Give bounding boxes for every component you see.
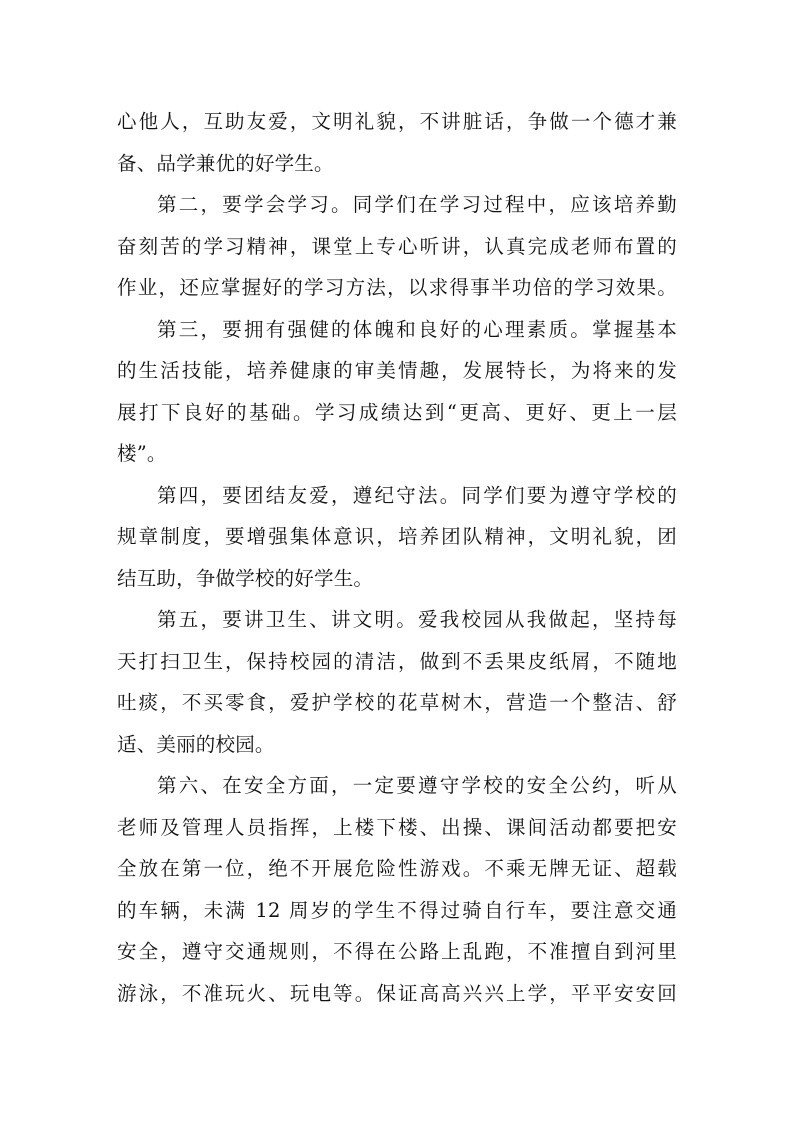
text-line: 的车辆，未满 12 周岁的学生不得过骑自行车，要注意交通: [117, 898, 677, 922]
text-line: 楼”。: [117, 442, 167, 465]
text-line: 适、美丽的校园。: [117, 732, 275, 756]
text-line: 备、品学兼优的好学生。: [117, 151, 334, 175]
text-line: 安全，遵守交通规则，不得在公路上乱跑，不准擅自到河里: [117, 940, 677, 963]
paragraph-start-line: 第二，要学会学习。同学们在学习过程中，应该培养勤: [157, 193, 677, 216]
document-body: [117, 101, 677, 1014]
text-line: 结互助，争做学校的好学生。: [117, 566, 374, 590]
text-line: 奋刻苦的学习精神，课堂上专心听讲，认真完成老师布置的: [117, 234, 677, 258]
text-line: 作业，还应掌握好的学习方法，以求得事半功倍的学习效果。: [117, 276, 677, 299]
text-line: 心他人，互助友爱，文明礼貌，不讲脏话，争做一个德才兼: [117, 110, 677, 133]
paragraph-start-line: 第四，要团结友爱，遵纪守法。同学们要为遵守学校的: [157, 483, 677, 507]
text-line: 吐痰，不买零食，爱护学校的花草树木，营造一个整洁、舒: [117, 691, 677, 714]
text-line: 全放在第一位，绝不开展危险性游戏。不乘无牌无证、超载: [117, 857, 677, 880]
text-line: 天打扫卫生，保持校园的清洁，做到不丢果皮纸屑，不随地: [117, 649, 677, 673]
text-line: 规章制度，要增强集体意识，培养团队精神，文明礼貌，团: [117, 525, 677, 548]
text-line: 展打下良好的基础。学习成绩达到“更高、更好、更上一层: [117, 400, 677, 424]
paragraph-start-line: 第六、在安全方面，一定要遵守学校的安全公约，听从: [157, 774, 677, 797]
paragraph-start-line: 第五，要讲卫生、讲文明。爱我校园从我做起，坚持每: [157, 608, 677, 631]
text-line: 游泳，不准玩火、玩电等。保证高高兴兴上学，平平安安回: [117, 981, 677, 1005]
text-line: 老师及管理人员指挥，上楼下楼、出操、课间活动都要把安: [117, 815, 677, 839]
text-line: 的生活技能，培养健康的审美情趣，发展特长，为将来的发: [117, 359, 677, 382]
paragraph-start-line: 第三，要拥有强健的体魄和良好的心理素质。掌握基本: [157, 317, 677, 341]
